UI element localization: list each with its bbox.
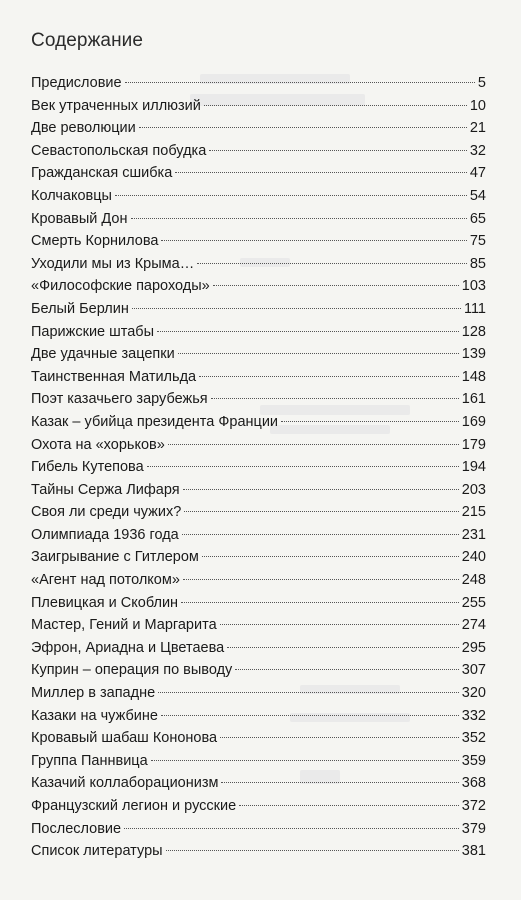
dot-leader — [213, 285, 459, 286]
dot-leader — [131, 218, 467, 219]
dot-leader — [168, 444, 459, 445]
toc-entry-title: Куприн – операция по выводу — [31, 662, 233, 679]
toc-entry-title: Колчаковцы — [31, 187, 112, 204]
dot-leader — [175, 172, 467, 173]
dot-leader — [220, 737, 459, 738]
toc-entry-page-number: 332 — [461, 707, 486, 724]
toc-entry-page-number: 295 — [461, 639, 486, 656]
toc-entry-page-number: 54 — [469, 187, 486, 204]
toc-entry-title: Миллер в западне — [31, 685, 156, 702]
toc-entry — [31, 795, 486, 818]
toc-entry — [31, 411, 486, 434]
dot-leader — [281, 421, 459, 422]
dot-leader — [124, 828, 459, 829]
toc-entry — [31, 546, 486, 569]
toc-entry — [31, 253, 486, 276]
toc-entry — [31, 275, 486, 298]
toc-entry-page-number: 248 — [461, 572, 486, 589]
toc-entry-title: Век утраченных иллюзий — [31, 97, 201, 114]
toc-entry-page-number: 103 — [461, 278, 486, 295]
toc-entry-title: Севастопольская побудка — [31, 142, 207, 159]
toc-entry-title: Уходили мы из Крыма… — [31, 255, 195, 272]
dot-leader — [147, 466, 459, 467]
toc-entry — [31, 162, 486, 185]
dot-leader — [181, 602, 459, 603]
toc-entry-title: Казачий коллаборационизм — [31, 775, 219, 792]
toc-entry — [31, 456, 486, 479]
toc-entry-page-number: 75 — [469, 233, 486, 250]
toc-entry-title: Французский легион и русские — [31, 798, 237, 814]
dot-leader — [239, 805, 459, 806]
toc-entry-title: Группа Паннвица — [31, 752, 148, 769]
toc-entry-title: Олимпиада 1936 года — [31, 526, 179, 543]
toc-entry — [31, 772, 486, 795]
toc-entry-page-number: 352 — [461, 730, 486, 747]
toc-entry — [31, 208, 486, 231]
table-of-contents — [31, 72, 486, 863]
toc-entry-page-number: 139 — [461, 346, 486, 363]
toc-entry — [31, 592, 486, 615]
dot-leader — [183, 489, 459, 490]
toc-entry-page-number: 128 — [461, 323, 486, 340]
toc-entry — [31, 659, 486, 682]
dot-leader — [182, 534, 459, 535]
toc-entry-title: Смерть Корнилова — [31, 233, 159, 250]
toc-entry — [31, 388, 486, 411]
toc-entry — [31, 840, 486, 863]
dot-leader — [115, 195, 467, 196]
toc-entry — [31, 637, 486, 660]
toc-entry — [31, 72, 486, 95]
toc-entry-page-number: 274 — [461, 617, 486, 634]
toc-entry-page-number: 203 — [461, 481, 486, 498]
toc-entry-page-number: 32 — [469, 142, 486, 159]
toc-entry-title: Гражданская сшибка — [31, 165, 173, 182]
toc-entry-page-number: 231 — [461, 526, 486, 543]
toc-entry — [31, 298, 486, 321]
toc-entry-page-number: 111 — [463, 300, 486, 317]
dot-leader — [166, 850, 459, 851]
dot-leader — [184, 511, 459, 512]
dot-leader — [158, 692, 459, 693]
dot-leader — [197, 263, 467, 264]
dot-leader — [178, 353, 459, 354]
toc-entry-page-number: 21 — [469, 120, 486, 137]
toc-entry-page-number: 379 — [461, 820, 486, 837]
toc-entry — [31, 95, 486, 118]
toc-entry-page-number: 194 — [461, 459, 486, 476]
dot-leader — [161, 715, 459, 716]
toc-heading: Содержание — [31, 30, 144, 51]
toc-entry — [31, 321, 486, 344]
toc-entry-title: Тайны Сержа Лифаря — [31, 481, 180, 498]
dot-leader — [204, 105, 467, 106]
toc-entry-page-number: 47 — [469, 165, 486, 182]
toc-entry-page-number: 179 — [461, 436, 486, 453]
toc-entry-page-number: 5 — [477, 75, 486, 91]
dot-leader — [139, 127, 467, 128]
toc-entry-title: Заигрывание с Гитлером — [31, 549, 199, 566]
toc-entry — [31, 366, 486, 389]
toc-entry — [31, 479, 486, 502]
toc-entry-title: Послесловие — [31, 820, 122, 837]
dot-leader — [161, 240, 466, 241]
dot-leader — [202, 556, 459, 557]
toc-entry-title: «Агент над потолком» — [31, 572, 180, 589]
dot-leader — [220, 624, 459, 625]
dot-leader — [199, 376, 459, 377]
toc-entry — [31, 140, 486, 163]
toc-entry-title: Поэт казачьего зарубежья — [31, 391, 208, 408]
toc-entry-page-number: 10 — [469, 97, 486, 114]
toc-entry — [31, 750, 486, 773]
toc-entry — [31, 185, 486, 208]
dot-leader — [221, 782, 458, 783]
toc-entry-title: Гибель Кутепова — [31, 459, 144, 476]
dot-leader — [125, 82, 475, 83]
toc-entry-title: «Философские пароходы» — [31, 278, 210, 295]
toc-entry — [31, 614, 486, 637]
toc-entry — [31, 434, 486, 457]
toc-entry-page-number: 215 — [461, 504, 486, 521]
dot-leader — [132, 308, 461, 309]
toc-entry-page-number: 169 — [461, 413, 486, 430]
toc-entry-title: Эфрон, Ариадна и Цветаева — [31, 639, 225, 656]
dot-leader — [227, 647, 459, 648]
toc-entry-page-number: 372 — [461, 798, 486, 814]
toc-entry — [31, 705, 486, 728]
toc-entry-title: Мастер, Гений и Маргарита — [31, 617, 217, 634]
toc-entry-page-number: 65 — [469, 210, 486, 227]
dot-leader — [151, 760, 459, 761]
toc-entry-title: Казак – убийца президента Франции — [31, 413, 279, 430]
toc-entry-page-number: 255 — [461, 594, 486, 611]
toc-entry — [31, 117, 486, 140]
toc-entry-title: Белый Берлин — [31, 300, 129, 317]
toc-entry-page-number: 85 — [469, 255, 486, 272]
toc-entry-title: Своя ли среди чужих? — [31, 504, 182, 521]
toc-entry — [31, 343, 486, 366]
toc-entry-page-number: 307 — [461, 662, 486, 679]
dot-leader — [209, 150, 467, 151]
toc-entry-title: Кровавый Дон — [31, 210, 128, 227]
dot-leader — [183, 579, 459, 580]
dot-leader — [211, 398, 459, 399]
toc-entry-page-number: 368 — [461, 775, 486, 792]
toc-entry-title: Парижские штабы — [31, 323, 155, 340]
toc-entry — [31, 569, 486, 592]
toc-entry-page-number: 161 — [461, 391, 486, 408]
toc-entry-page-number: 148 — [461, 368, 486, 385]
toc-entry-page-number: 381 — [461, 843, 486, 860]
toc-entry-title: Плевицкая и Скоблин — [31, 594, 179, 611]
toc-entry-title: Кровавый шабаш Кононова — [31, 730, 218, 747]
toc-entry-title: Две удачные зацепки — [31, 346, 175, 363]
toc-entry — [31, 501, 486, 524]
toc-entry — [31, 524, 486, 547]
toc-entry-title: Охота на «хорьков» — [31, 436, 165, 453]
dot-leader — [235, 669, 458, 670]
toc-entry-title: Таинственная Матильда — [31, 368, 197, 385]
toc-entry-title: Список литературы — [31, 843, 163, 860]
dot-leader — [157, 331, 459, 332]
toc-entry-page-number: 320 — [461, 685, 486, 702]
toc-entry-title: Две революции — [31, 120, 136, 137]
toc-entry-title: Предисловие — [31, 75, 122, 91]
toc-entry-page-number: 240 — [461, 549, 486, 566]
toc-entry — [31, 682, 486, 705]
toc-entry — [31, 230, 486, 253]
toc-entry — [31, 727, 486, 750]
toc-entry-title: Казаки на чужбине — [31, 707, 158, 724]
toc-entry-page-number: 359 — [461, 752, 486, 769]
toc-entry — [31, 818, 486, 841]
